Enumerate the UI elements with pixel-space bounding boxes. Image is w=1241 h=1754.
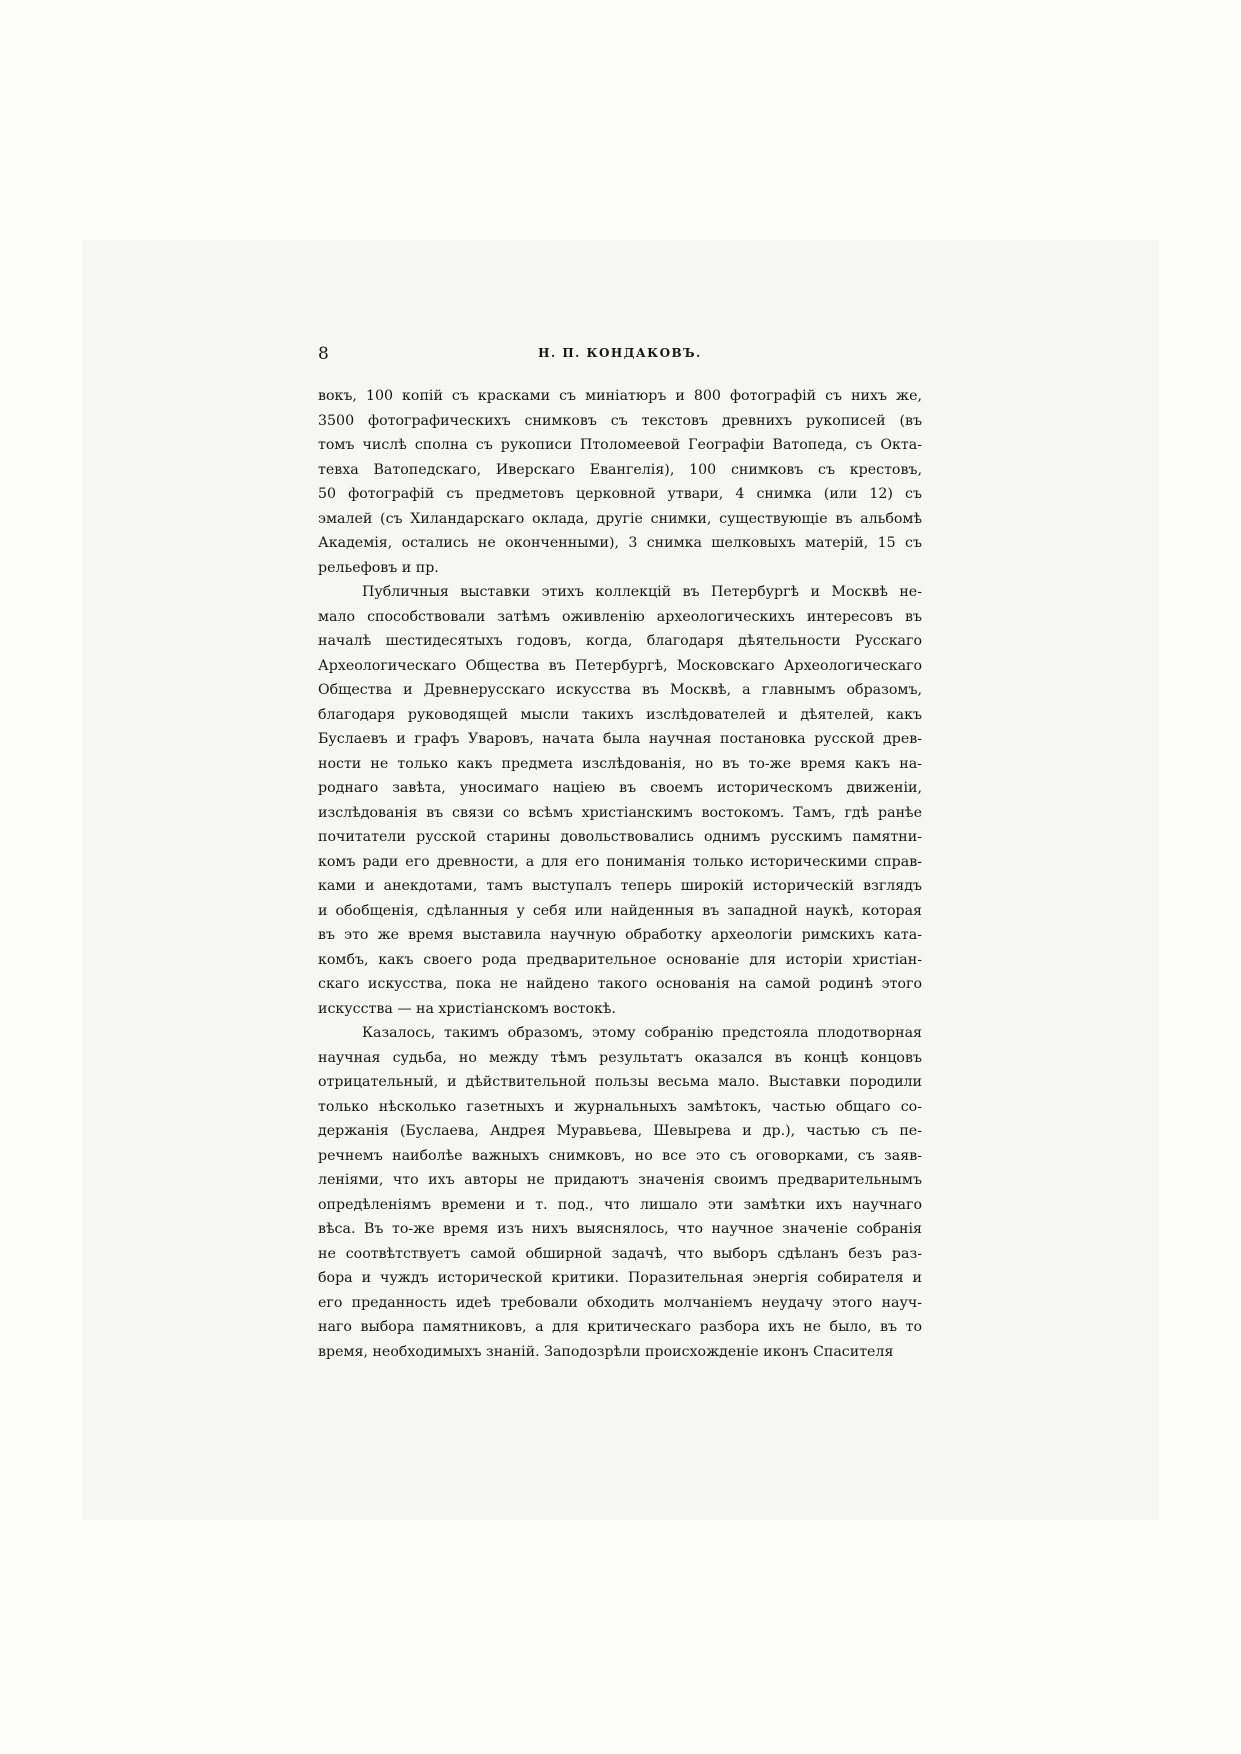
text-line: леніями, что ихъ авторы не придаютъ значенія своимъ предварительнымъ — [318, 1172, 922, 1188]
text-line: тевха Ватопедскаго, Иверскаго Евангелія), 100 снимковъ съ крестовъ, — [318, 461, 922, 478]
text-line: речнемъ наиболѣе важныхъ снимковъ, но все это съ оговорками, съ заяв- — [318, 1147, 922, 1164]
text-line: наго выбора памятниковъ, а для критическаго разбора ихъ не было, въ то — [318, 1319, 922, 1335]
text-line: ности не только какъ предмета изслѣдованія, но въ то-же время какъ на- — [318, 755, 922, 772]
text-line: научная судьба, но между тѣмъ результатъ оказался въ концѣ концовъ — [318, 1049, 922, 1066]
text-line: опредѣленіямъ времени и т. под., что лишало эти замѣтки ихъ научнаго — [318, 1196, 922, 1213]
running-head: Н. П. КОНДАКОВЪ. — [538, 346, 702, 360]
text-line: Академія, остались не оконченными), 3 снимка шелковыхъ матерій, 15 съ — [318, 535, 922, 551]
text-line: Казалось, такимъ образомъ, этому собранію предстояла плодотворная — [362, 1025, 922, 1041]
text-line: мало способствовали затѣмъ оживленію археологическихъ интересовъ въ — [318, 608, 922, 625]
text-line: изслѣдованія въ связи со всѣмъ христіанскимъ востокомъ. Тамъ, гдѣ ранѣе — [318, 804, 922, 821]
text-line: комъ ради его древности, а для его пониманія только историческими справ- — [318, 853, 922, 870]
text-line: скаго искусства, пока не найдено такого основанія на самой родинѣ этого — [318, 976, 922, 992]
text-line: Общества и Древнерусскаго искусства въ Москвѣ, а главнымъ образомъ, — [318, 682, 922, 698]
paragraph — [318, 1021, 922, 1364]
text-line: ками и анекдотами, тамъ выступалъ теперь широкій историческій взглядъ — [318, 878, 922, 894]
text-line: эмалей (съ Хиландарскаго оклада, другіе снимки, существующіе въ альбомѣ — [318, 510, 922, 527]
page-header — [318, 344, 922, 370]
text-line: не соотвѣтствуетъ самой обширной задачѣ, что выборъ сдѣланъ безъ раз- — [318, 1245, 922, 1262]
text-line: почитатели русской старины довольствовались однимъ русскимъ памятни- — [318, 829, 922, 845]
text-line: комбъ, какъ своего рода предварительное основаніе для исторіи христіан- — [318, 951, 922, 968]
text-line: время, необходимыхъ знаній. Заподозрѣли происхожденіе иконъ Спасителя — [318, 1343, 894, 1360]
text-line: Буслаевъ и графъ Уваровъ, начата была научная постановка русской древ- — [318, 731, 922, 747]
text-line: томъ числѣ сполна съ рукописи Птоломеевой Географіи Ватопеда, съ Окта- — [318, 437, 922, 453]
text-line: въ это же время выставила научную обработку археологіи римскихъ ката- — [318, 927, 922, 943]
text-line: роднаго завѣта, уносимаго націею въ своемъ историческомъ движеніи, — [318, 780, 922, 796]
paragraph — [318, 384, 922, 580]
text-line: вѣса. Въ то-же время изъ нихъ выяснялось, что научное значеніе собранія — [318, 1221, 922, 1237]
text-line: 50 фотографій съ предметовъ церковной утвари, 4 снимка (или 12) съ — [318, 486, 922, 502]
text-line: началѣ шестидесятыхъ годовъ, когда, благодаря дѣятельности Русскаго — [318, 633, 922, 649]
text-line: отрицательный, и дѣйствительной пользы весьма мало. Выставки породили — [318, 1074, 922, 1090]
text-line: искусства — на христіанскомъ востокѣ. — [318, 1000, 616, 1017]
text-line: бора и чуждъ исторической критики. Поразительная энергія собирателя и — [318, 1270, 922, 1286]
text-line: Археологическаго Общества въ Петербургѣ, Московскаго Археологическаго — [318, 657, 922, 674]
text-line: рельефовъ и пр. — [318, 559, 439, 576]
text-line: Публичныя выставки этихъ коллекцій въ Петербургѣ и Москвѣ не- — [362, 584, 922, 600]
text-line: вокъ, 100 копій съ красками съ миніатюръ и 800 фотографій съ нихъ же, — [318, 388, 922, 404]
page-number: 8 — [318, 344, 329, 364]
text-line: держанія (Буслаева, Андрея Муравьева, Шевырева и др.), частью съ пе- — [318, 1123, 922, 1139]
body-text — [318, 384, 922, 1364]
text-line: только нѣсколько газетныхъ и журнальныхъ замѣтокъ, частью общаго со- — [318, 1098, 922, 1115]
text-line: 3500 фотографическихъ снимковъ съ текстовъ древнихъ рукописей (въ — [318, 412, 922, 429]
paragraph — [318, 580, 922, 1021]
text-line: его преданность идеѣ требовали обходить молчаніемъ неудачу этого науч- — [318, 1294, 922, 1311]
text-line: и обобщенія, сдѣланныя у себя или найденныя въ западной наукѣ, которая — [318, 902, 922, 919]
text-line: благодаря руководящей мысли такихъ изслѣдователей и дѣятелей, какъ — [318, 706, 922, 723]
